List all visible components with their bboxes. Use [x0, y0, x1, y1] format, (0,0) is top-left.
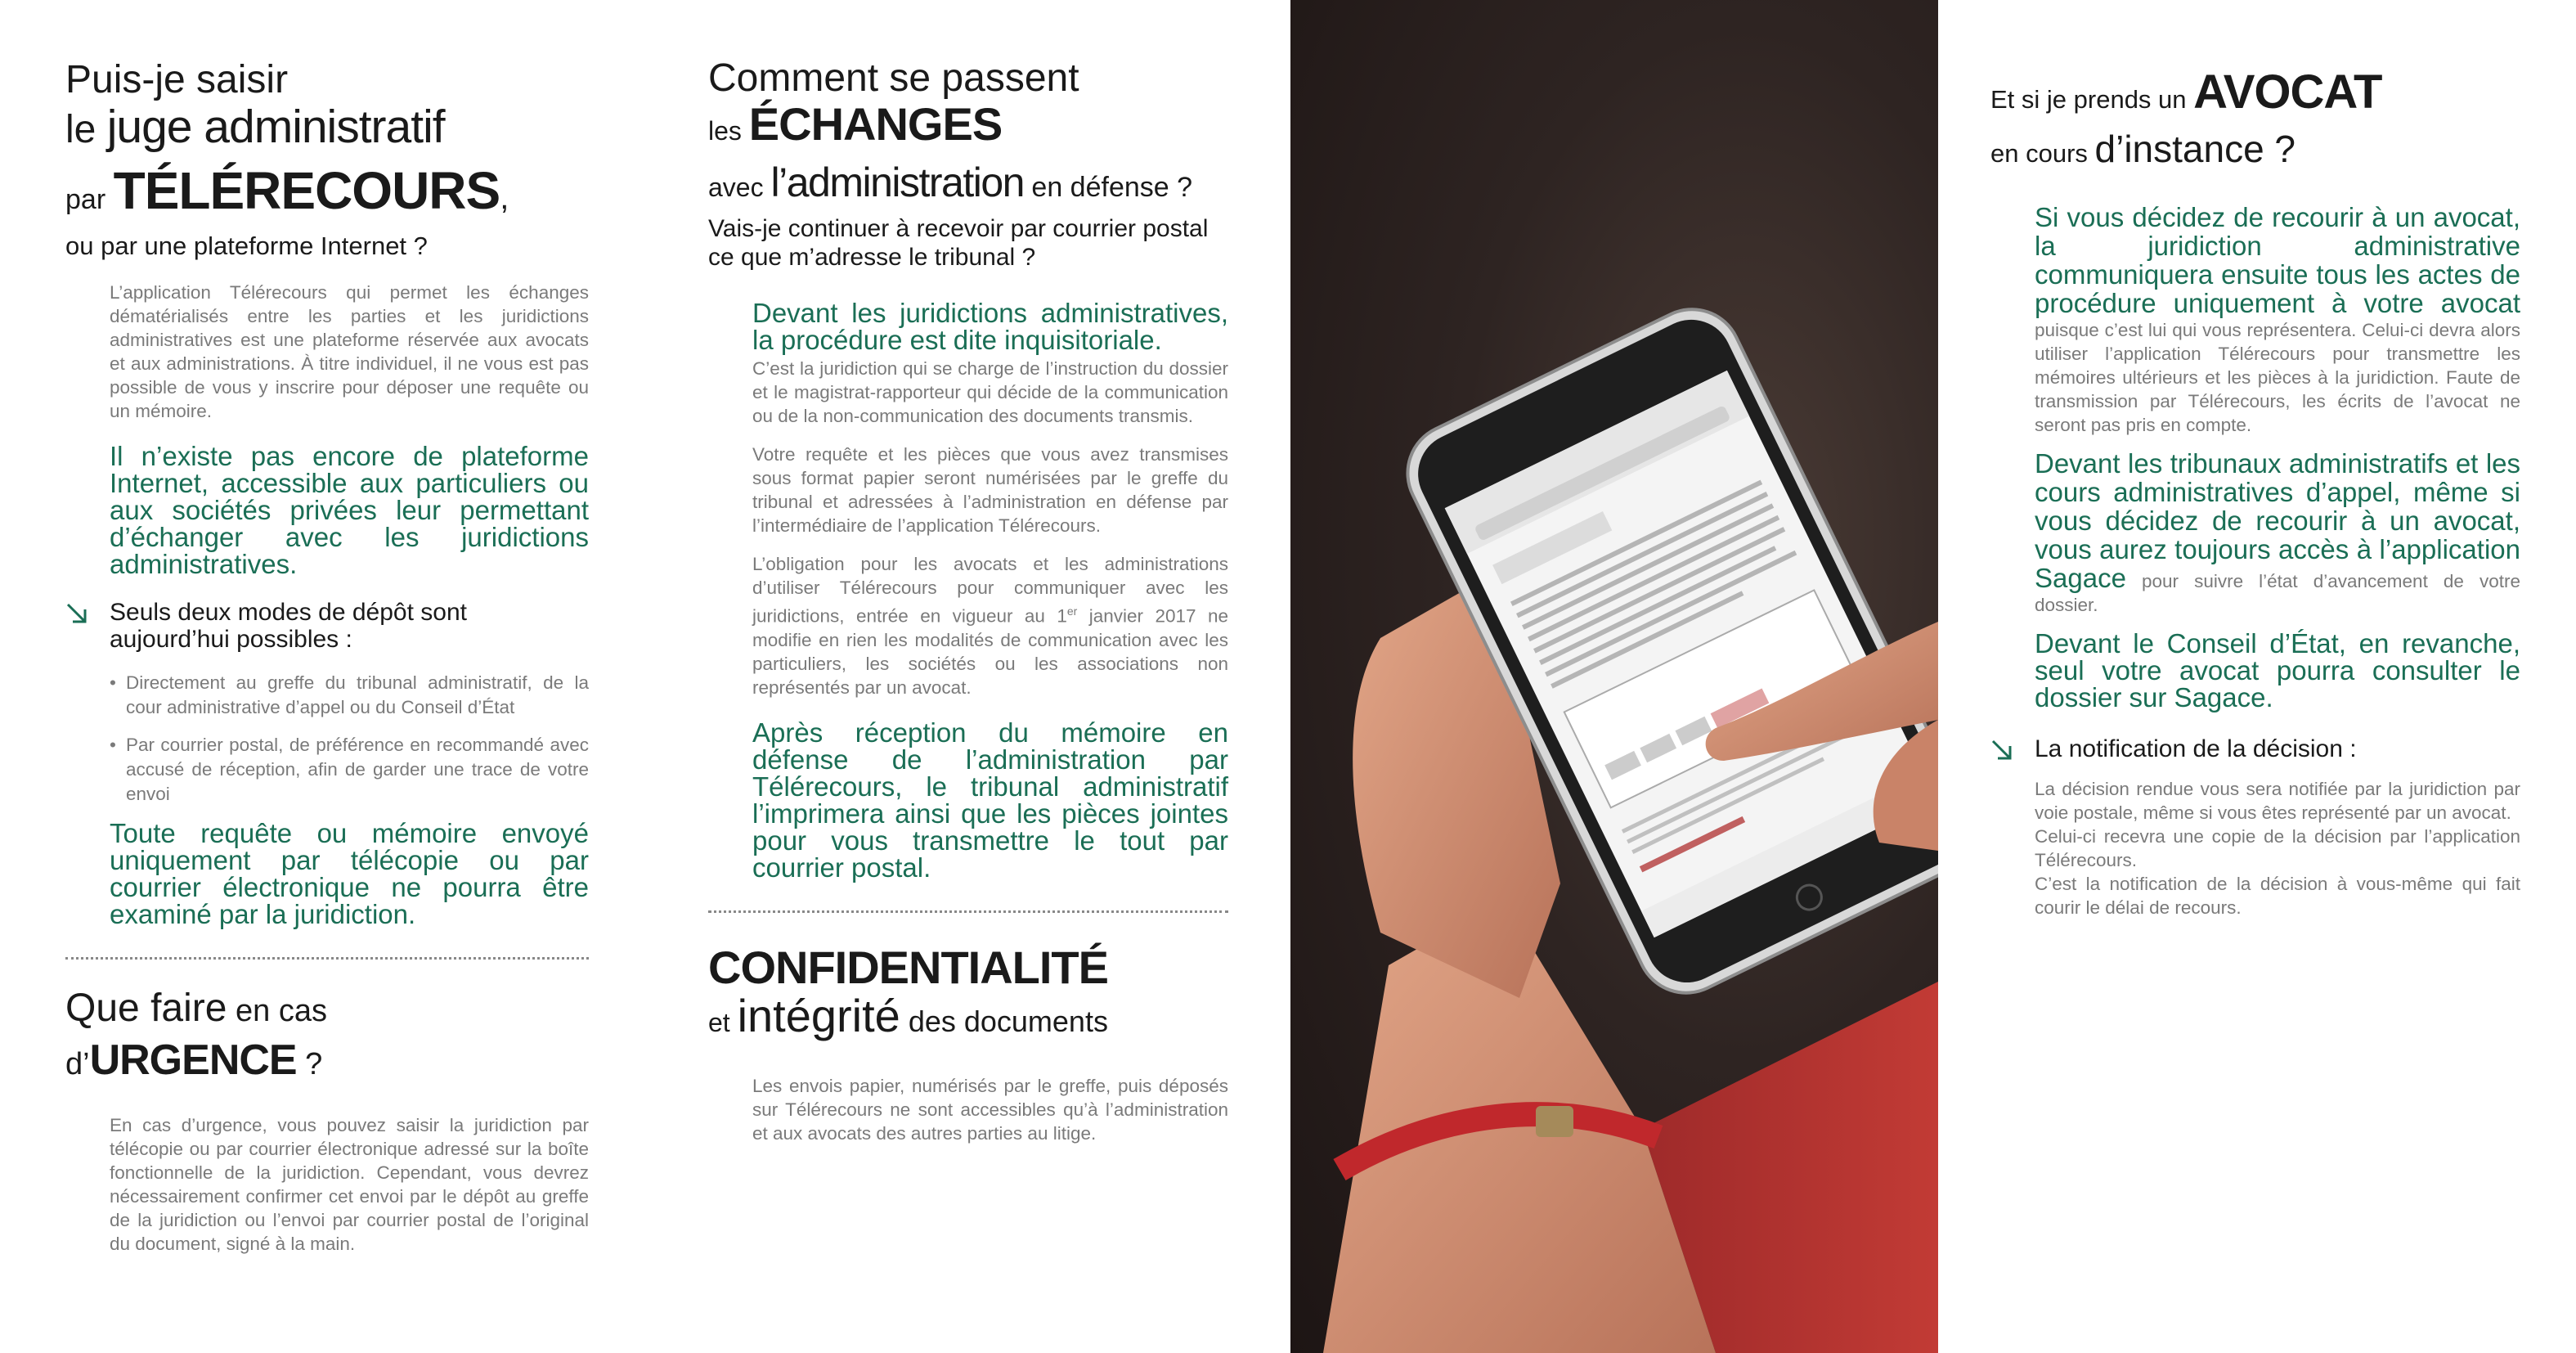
- paragraph-part: puisque c’est lui qui vous représentera. Celui-ci devra alors utiliser l’application Télérecours pour transmettre les mémoires ultérieurs et les pièces à la juridiction. Faute de transmission par Télérecours, les écrits de l’avocat ne seront pas pris en compte.: [2035, 320, 2520, 435]
- heading-line: [708, 161, 1228, 214]
- heading-small: par: [65, 184, 114, 215]
- heading-line: [65, 101, 589, 164]
- green-inline: Si vous décidez de recourir à un avocat, la juridiction administrative communiquera ensuite tous les actes de procédure uniquement à votre avocat: [2035, 202, 2520, 318]
- arrow-label: La notification de la décision :: [2035, 735, 2357, 762]
- avocat-paragraph: [2035, 204, 2520, 437]
- paragraph: C’est la juridiction qui se charge de l’instruction du dossier et le magistrat-rapporteur qui décide de la communication ou de la non-communication des documents transmis.: [752, 358, 1228, 426]
- paragraph: Celui-ci recevra une copie de la décision par l’application Télérecours.: [2035, 826, 2520, 870]
- heading-line: [1990, 128, 2520, 179]
- heading-small: d’: [65, 1047, 90, 1081]
- paragraph: Votre requête et les pièces que vous avez transmises sous format papier seront numérisées par le greffe du tribunal et adressées à l’administration en défense par l’intermédiaire de l’application Télérecours.: [752, 444, 1228, 536]
- heading-line: [708, 991, 1228, 1053]
- column-3: [1990, 0, 2520, 919]
- confidentiality-paragraph: Les envois papier, numérisés par le greffe, puis déposés sur Télérecours ne sont accessibles qu’à l’administration et aux avocats des autres parties au litige.: [752, 1075, 1228, 1144]
- heading-urgence: [65, 987, 589, 1092]
- sagace-paragraph: [2035, 450, 2520, 617]
- green-callout: Devant les juridictions administratives, la procédure est dite inquisitoriale.: [752, 298, 1228, 355]
- green-callout: Il n’existe pas encore de plateforme Internet, accessible aux particuliers ou aux sociétés privées leur permettant d’échanger avec les juridictions administratives.: [110, 441, 589, 579]
- heading-big: TÉLÉRECOURS: [113, 161, 500, 220]
- heading-big: AVOCAT: [2193, 65, 2382, 119]
- notification-text: [2035, 777, 2520, 919]
- column-2: [708, 0, 1228, 1163]
- dotted-divider: [65, 957, 589, 960]
- heading-small: ,: [500, 180, 509, 216]
- heading-small: des documents: [900, 1004, 1108, 1038]
- column-1: [65, 0, 589, 1274]
- list-item: • Par courrier postal, de préférence en recommandé avec accusé de réception, afin de garder une trace de votre envoi: [110, 733, 589, 807]
- heading-small: Et si je prends un: [1990, 85, 2194, 114]
- heading-avocat: [1990, 65, 2520, 179]
- dotted-divider: [708, 910, 1228, 913]
- green-inline: Devant les tribunaux administratifs et les cours administratives d’appel, même si vous décidez de recourir à un avocat, vous aurez toujours accès à l’application Sagace: [2035, 448, 2520, 593]
- arrow-item: [1990, 735, 2520, 762]
- green-callout: Toute requête ou mémoire envoyé uniquement par télécopie ou par courrier électronique ne pourra être examiné par la juridiction.: [110, 818, 589, 929]
- paragraph-part: L’obligation pour les avocats et les administrations d’utiliser Télérecours pour communiquer avec les juridictions, entrée en vigueur au 1: [752, 554, 1228, 627]
- arrow-down-right-icon: [1990, 739, 2013, 762]
- superscript: er: [1066, 605, 1078, 618]
- heading-line: ou par une plateforme Internet ?: [65, 231, 428, 260]
- heading-small: en cas: [227, 994, 327, 1028]
- heading-line: [65, 1036, 589, 1092]
- heading-small: ?: [296, 1047, 323, 1081]
- heading-line: Puis-je saisir: [65, 58, 289, 101]
- heading-line: [1990, 65, 2520, 128]
- heading-small: et: [708, 1007, 738, 1037]
- heading-big: URGENCE: [89, 1036, 297, 1084]
- photo-illustration: [1290, 0, 1938, 1353]
- heading-big: d’instance ?: [2094, 128, 2296, 170]
- arrow-item: [65, 599, 589, 653]
- heading-telerecours: [65, 59, 589, 261]
- paragraph: La décision rendue vous sera notifiée par la juridiction par voie postale, même si vous êtes représenté par un avocat.: [2035, 779, 2520, 823]
- heading-line: Comment se passent: [708, 56, 1079, 100]
- paragraph-part: janvier 2017 ne modifie en rien les modalités de communication avec les particuliers, les sociétés ou les associations non représentés par un avocat.: [752, 605, 1228, 698]
- heading-big: CONFIDENTIALITÉ: [708, 941, 1108, 993]
- heading-big: intégrité: [737, 989, 900, 1041]
- heading-big: ÉCHANGES: [748, 98, 1003, 150]
- heading-small: les: [708, 116, 749, 146]
- heading-medium: Que faire: [65, 987, 227, 1030]
- heading-small: en défense ?: [1023, 172, 1193, 203]
- green-callout: Devant le Conseil d’État, en revanche, seul votre avocat pourra consulter le dossier sur Sagace.: [2035, 628, 2520, 712]
- heading-echanges: [708, 57, 1228, 272]
- paragraph: C’est la notification de la décision à vous-même qui fait courir le délai de recours.: [2035, 874, 2520, 918]
- heading-line: [65, 987, 589, 1039]
- heading-small: avec: [708, 173, 771, 202]
- urgence-paragraph: En cas d’urgence, vous pouvez saisir la juridiction par télécopie ou par courrier électronique adressé sur la boîte fonctionnelle de la juridiction. Cependant, vous devrez nécessairement confirmer cet envoi par le dépôt au greffe de la juridiction ou l’envoi par courrier postal de l’original du document, signé à la main.: [110, 1115, 589, 1254]
- heading-big: l’administration: [770, 160, 1024, 205]
- bracelet-buckle: [1536, 1106, 1573, 1137]
- heading-big: juge administratif: [106, 101, 445, 153]
- heading-line: [65, 161, 589, 231]
- bullet-list: [110, 671, 589, 807]
- heading-confidentialite: [708, 941, 1228, 1053]
- intro-paragraph: L’application Télérecours qui permet les échanges dématérialisés entre les parties et les juridictions administratives est une plateforme réservée aux avocats et aux administrations. À titre individuel, il ne vous est pas possible de vous y inscrire pour déposer une requête ou un mémoire.: [110, 282, 589, 421]
- paragraph-part: pour suivre l’état d’avancement de votre dossier.: [2035, 571, 2520, 615]
- arrow-down-right-icon: [65, 602, 88, 625]
- list-item: • Directement au greffe du tribunal administratif, de la cour administrative d’appel ou du Conseil d’État: [110, 671, 589, 720]
- green-callout: Après réception du mémoire en défense de l’administration par Télérecours, le tribunal administratif l’imprimera ainsi que les pièces jointes pour vous transmettre le tout par courrier postal.: [752, 717, 1228, 883]
- heading-line: [708, 100, 1228, 161]
- paragraph: [752, 552, 1228, 699]
- phone-photo: [1290, 0, 1938, 1353]
- heading-small: en cours: [1990, 139, 2095, 168]
- arrow-label: Seuls deux modes de dépôt sont aujourd’hui possibles :: [110, 599, 467, 653]
- heading-sub: Vais-je continuer à recevoir par courrier postal ce que m’adresse le tribunal ?: [708, 215, 1209, 271]
- heading-small: le: [65, 108, 107, 151]
